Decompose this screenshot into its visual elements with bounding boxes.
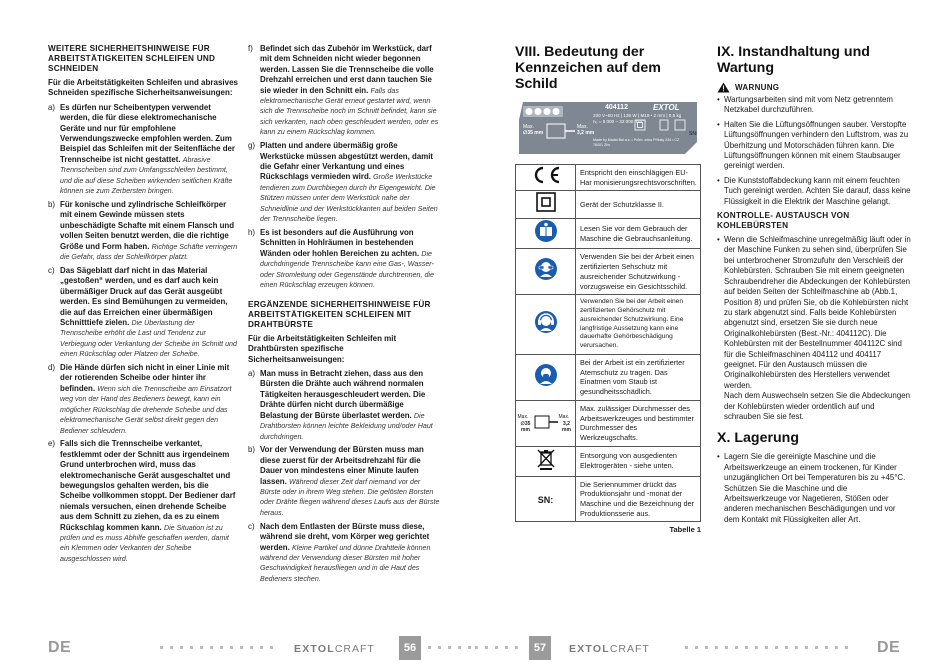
warning-label: WARNUNG xyxy=(735,83,780,92)
max-diameter-icon: Max. ∅35 mm Max. 3,2 mm xyxy=(517,414,571,434)
item-italic-text: Die Situation ist zu prüfen und es muss Abhilfe geschaffen werden, damit ein Klemmen oder Verkanten der Scheibe ausgeschlossen wird. xyxy=(60,523,229,563)
list-item xyxy=(248,369,440,442)
maintenance-bullets xyxy=(717,95,911,207)
symbol-description: Entsorgung von ausgedienten Elektrogeräten - siehe unten. xyxy=(576,446,701,476)
item-bold-text: Vor der Verwendung der Bürsten muss man diese zuerst für der Arbeitsdrehzahl für die Dauer von mindestens einer Minute laufen lassen. xyxy=(260,445,424,486)
section-title-symbols: VIII. Bedeutung der Kennzeichen auf dem Schild xyxy=(515,44,661,92)
item-bold-text: Man muss in Betracht ziehen, dass aus den Bürsten die Drähte auch während normalen Tätigkeiten herausgeschleudert werden. Die Drähte dürfen nicht durch übermäßige Belastung der Bürste überlastet werden. xyxy=(260,369,426,420)
page-57 xyxy=(475,0,950,672)
list-item: • Wartungsarbeiten sind mit vom Netz getrenntem Netzkabel durchzuführen. xyxy=(717,95,911,116)
table-row xyxy=(516,165,701,191)
symbol-description: Bei der Arbeit ist ein zertifizierter Atemschutz zu tragen. Das Einatmen vom Staub ist gesundheitsschädlich. xyxy=(576,355,701,401)
table-row xyxy=(516,355,701,401)
item-italic-text: Richtige Schäfte verringern die Gefahr, dass der Schleifkörper platzt. xyxy=(60,242,238,261)
storage-bullets xyxy=(717,452,911,525)
item-bold-text: Platten und andere übermäßig große Werkstücke müssen abgestützt werden, damit die Gefahr einer Verkantung und eines Rückschlags vermieden wird. xyxy=(260,141,434,182)
table-row xyxy=(516,249,701,295)
list-item: • Lagern Sie die gereinigte Maschine und die Arbeitswerkzeuge an einem trockenen, für Kinder unzugänglichen Ort bei Temperaturen bis zu +45°C. Schützen Sie die Maschine und die Arbeitswerkzeuge vor Nagetieren, Stößen oder anderen mechanischen Beschädigungen und vor dem Kontakt mit Flüssigkeiten aller Art. xyxy=(717,452,911,525)
serial-number-label: SN: xyxy=(537,495,554,506)
symbol-description: Verwenden Sie bei der Arbeit einen zertifizierten Sehschutz mit ausreichender Schutzwirkung - vorzugsweise ein Gesichtsschild. xyxy=(576,249,701,295)
warning-row xyxy=(717,82,911,93)
item-letter: f) xyxy=(248,44,253,53)
carbon-brush-text-2: Nach dem Auswechseln setzen Sie die Abdeckungen der Kohlebürsten wieder ordentlich auf und schrauben Sie sie fest. xyxy=(724,391,910,421)
right-column-2 xyxy=(717,44,911,529)
item-italic-text: Große Werkstücke tendieren zum Durchbiegen durch ihr Eigengewicht. Die Stützen müssen unter dem Werkstück nahe der Schneidlinie und der Werkstückkanten auf beiden Seiten der Trennscheibe liegen. xyxy=(260,173,438,223)
bullet-text: Lagern Sie die gereinigte Maschine und die Arbeitswerkzeuge an einem trockenen, für Kinder unzugänglichen Ort bei Temperaturen bis zu +45°C. Schützen Sie die Maschine und die Arbeitswerkzeuge vor Nagetieren, Stößen oder anderen mechanischen Beschädigungen und vor dem Kontakt mit Flüssigkeiten aller Art. xyxy=(724,452,906,524)
table-row xyxy=(516,219,701,249)
footer-dots xyxy=(160,646,280,651)
read-manual-icon xyxy=(534,219,558,248)
language-code: DE xyxy=(877,639,901,656)
table-row xyxy=(516,295,701,355)
item-bold-text: Das Sägeblatt darf nicht in das Material „gestoßen“ werden, und es darf auch kein übermäßiger Druck auf das Gerät ausgeübt werden. Es sind Bemühungen zu vermeiden, die auf das Erreichen einer übermäßigen Schnitttiefe zielen. xyxy=(60,265,228,327)
item-italic-text: Die durchdringende Trennscheibe kann eine Gas-, Wasser- oder Stromleitung oder Gegenstände durchtrennen, die einen Rückschlag erzeugen können. xyxy=(260,249,434,289)
list-item: • Halten Sie die Lüftungsöffnungen sauber. Verstopfte Lüftungsöffnungen verhindern den Luftstrom, was zu Überhitzung und Motorschäden führen kann. Die Lüftungsöffnungen können mit einem Staubsauger gereinigt werden. xyxy=(717,120,911,172)
footer-dots xyxy=(685,646,855,651)
table-row xyxy=(516,191,701,219)
footer-dots xyxy=(475,646,527,651)
left-column-1 xyxy=(48,44,238,568)
item-bold-text: Für konische und zylindrische Schleifkörper mit einem Gewinde müssen stets unbeschädigte Schafte mit einem Flansch und vollen Seiten benutzt werden, die die richtige Größe und Form haben. xyxy=(60,199,235,251)
page-number: 57 xyxy=(529,636,551,660)
symbol-table xyxy=(515,164,701,522)
footer-left xyxy=(0,636,475,660)
table-row xyxy=(516,400,701,446)
wire-brush-instructions-list xyxy=(248,369,440,584)
symbol-description: Lesen Sie vor dem Gebrauch der Maschine die Gebrauchsanleitung. xyxy=(576,219,701,249)
table-row xyxy=(516,446,701,476)
item-letter: e) xyxy=(48,439,56,449)
section-intro-grinding: Für die Arbeitstätigkeiten Schleifen und abrasives Schneiden spezifische Sicherheitsanweisungen: xyxy=(48,78,238,98)
item-letter: b) xyxy=(248,445,256,455)
right-column-1 xyxy=(515,44,703,534)
language-code: DE xyxy=(48,639,72,656)
item-italic-text: Die Drahtborsten können leichte Bekleidung und/oder Haut durchdringen. xyxy=(260,411,433,441)
item-letter: d) xyxy=(48,363,56,373)
carbon-brush-text: Wenn die Schleifmaschine unregelmäßig läuft oder in der Maschine Funken zu sehen sind, überprüfen Sie bei unterbrochener Stromzufuhr den Verschleiß der Kohlebürsten. Schrauben Sie mit einem geeigneten Schraubendreher die Abdeckungen der Kohlebürsten auf beiden Seiten der Schleifmaschine ab (Abb.1, Position 8) und prüfen Sie, ob die Kohlebürsten nicht zu stark abgenutzt sind. Falls beide Kohlebürsten abgenutzt sind, ersetzen Sie sie durch neue Originalkohlebürsten (Best.-Nr.: 404112C). Die Kohlebürsten mit der Bestellnummer 404112C sind für die Schleifmaschinen 404112 und 404117 geeignet. Für den Austausch müssen die Originalkohlebürsten des Herstellers verwendet werden. xyxy=(724,235,911,390)
warning-triangle-icon xyxy=(717,82,730,93)
list-item: • Die Kunststoffabdeckung kann mit einem feuchten Tuch gereinigt werden. Achten Sie darauf, dass keine Flüssigkeit in die Elektrik der Maschine gelangt. xyxy=(717,175,911,206)
list-item xyxy=(248,228,440,290)
list-item xyxy=(48,363,238,436)
item-bold-text: Die Hände dürfen sich nicht in einer Linie mit der rotierenden Scheibe oder hinter ihr befinden. xyxy=(60,363,230,393)
list-item xyxy=(48,103,238,197)
subsection-title-carbon-brushes: KONTROLLE- AUSTAUSCH VON KOHLEBÜRSTEN xyxy=(717,211,850,231)
list-item xyxy=(248,445,440,518)
bullet-text: Wartungsarbeiten sind mit vom Netz getrenntem Netzkabel durchzuführen. xyxy=(724,95,893,115)
section-title-storage: X. Lagerung xyxy=(717,430,799,447)
item-bold-text: Falls sich die Trennscheibe verkantet, festklemmt oder der Schnitt aus irgendeinem Grund unterbrochen wird, muss das elektromechanische Gerät ausgeschaltet und bewegungslos gehalten werden, bis die Scheibe vollkommen stoppt. Der Bediener darf niemals versuchen, einen drehende Scheibe aus dem Schnitt zu ziehen, da es zu einem Rückschlag kommen kann. xyxy=(60,439,236,532)
ce-mark-icon xyxy=(529,165,563,190)
bullet-text: Die Kunststoffabdeckung kann mit einem feuchten Tuch gereinigt werden. Achten Sie darauf, dass keine Flüssigkeit in die Elektrik der Maschine gelangt. xyxy=(724,175,911,206)
rating-plate: 404112 EXTOL 230 V~50 Hz | 135 W | M19 • 2 mm | 0,5 kg n₀ = 8 000 – 32 000 min⁻¹ Max. ∅35 mm Max. 3,2 mm SN: Made by Madal Bal a.s. • Prům. zóna Příluky 244 • CZ 76001 Zlín xyxy=(515,98,701,156)
item-letter: a) xyxy=(48,102,56,112)
list-item xyxy=(248,44,440,138)
list-item xyxy=(48,266,238,360)
footer-right xyxy=(475,636,950,660)
table-caption: Tabelle 1 xyxy=(669,525,701,535)
item-letter: h) xyxy=(248,227,256,237)
item-bold-text: Nach dem Entlasten der Bürste muss diese, während sie dreht, vom Körper weg gerichtet werden. xyxy=(260,521,430,552)
left-column-2 xyxy=(248,44,440,588)
item-letter: c) xyxy=(48,265,55,275)
symbol-description: Entspricht den einschlägigen EU-Har monisierungsrechtsvorschriften. xyxy=(576,165,701,191)
list-item xyxy=(48,439,238,564)
symbol-description: Die Seriennummer drückt das Produktionsjahr und -monat der Maschine und die Bezeichnung der Produktionsserie aus. xyxy=(576,476,701,522)
section-title-grinding: WEITERE SICHERHEITSHINWEISE FÜR ARBEITSTÄTIGKEITEN SCHLEIFEN UND SCHNEIDEN xyxy=(48,44,216,73)
symbol-description: Gerät der Schutzklasse II. xyxy=(576,191,701,219)
list-item xyxy=(248,522,440,584)
footer-dots xyxy=(428,646,475,651)
item-bold-text: Es dürfen nur Scheibentypen verwendet werden, die für diese elektromechanische Geräte und nur für empfohlene Verwendungszwecke empfohlen werden. Zum Beispiel das Schleifen mit der Seitenfläche der Trennscheibe ist nicht gestattet. xyxy=(60,102,235,164)
hearing-protection-icon xyxy=(534,310,558,339)
section-intro-wire-brush: Für die Arbeitstätigkeiten Schleifen mit Drahtbürsten spezifische Sicherheitsanweisungen: xyxy=(248,333,397,364)
item-italic-text: Die Überlastung der Trennscheibe erhöht die Last und Tendenz zur Verbiegung oder Verkantung der Scheibe im Schnitt und einen Rückschlag oder Platzen der Scheibe. xyxy=(60,318,237,359)
list-item xyxy=(48,200,238,262)
item-italic-text: Falls das elektromechanische Gerät erneut gestartet wird, wenn sich die Trennscheibe noch im Schnitt befindet, kann sie sich verkanten, nach oben geschleudert werden, oder es kann zu einem Rückschlag kommen. xyxy=(260,86,439,137)
item-letter: g) xyxy=(248,141,256,151)
section-title-wire-brush: ERGÄNZENDE SICHERHEITSHINWEISE FÜR ARBEITSTÄTIGKEITEN SCHLEIFEN MIT DRAHTBÜRSTE xyxy=(248,299,431,329)
item-letter: b) xyxy=(48,199,56,209)
grinding-instructions-list-continued xyxy=(248,44,440,290)
item-italic-text: Während dieser Zeit darf niemand vor der Bürste oder in ihrem Weg stehen. Die gelösten Borsten oder Drähte fliegen während dieses Laufs aus der Bürste heraus. xyxy=(260,477,440,517)
list-item xyxy=(248,141,440,224)
item-bold-text: Befindet sich das Zubehör im Werkstück, darf mit dem Schneiden nicht wieder begonnen werden. Lassen Sie die Trennscheibe die volle Drehzahl erreichen und erst dann tauchen Sie sie wieder in den Schnitt ein. xyxy=(260,44,434,95)
item-italic-text: Wenn sich die Trennscheibe am Einsatzort weg von der Hand des Bedieners bewegt, kann ein möglicher Rückschlag die drehende Scheibe und das elektromechanische Gerät selbst direkt gegen den Bediener schleudern. xyxy=(60,384,232,435)
item-italic-text: Abrasive Trennscheiben sind zum Umfangsschleifen bestimmt, und die auf diese Scheiben wirkenden seitlichen Kräfte können sie zum Zerbersten bringen. xyxy=(60,155,233,196)
page-number: 56 xyxy=(399,636,421,660)
footer-brand-logo: EXTOLCRAFT xyxy=(294,643,375,655)
protection-class-ii-icon xyxy=(535,191,557,218)
section-title-maintenance: IX. Instandhaltung und Wartung xyxy=(717,44,870,76)
item-letter: a) xyxy=(248,369,256,379)
weee-bin-icon xyxy=(535,447,557,476)
symbol-description: Max. zulässiger Durchmesser des Arbeitswerkzeuges und bestimmter Durchmesser des Werkzeugschafts. xyxy=(576,400,701,446)
item-bold-text: Es ist besonders auf die Ausführung von Schnitten in Hohlräumen in bestehenden Wänden oder hohlen Bereichen zu achten. xyxy=(260,227,420,258)
grinding-instructions-list xyxy=(48,103,238,564)
symbol-description: Verwenden Sie bei der Arbeit einen zertifizierten Gehörschutz mit ausreichender Schutzwirkung. Eine langfristige Aussetzung kann eine dauerhafte Gehörbeschädigung verursachen. xyxy=(576,295,701,355)
item-italic-text: Kleine Partikel und dünne Drahtteile können während der Verwendung dieser Bürsten mit hoher Geschwindigkeit herausfliegen und in die Haut des Bedieners stechen. xyxy=(260,543,431,583)
item-letter: c) xyxy=(248,521,255,531)
table-row xyxy=(516,476,701,522)
list-item: • Wenn die Schleifmaschine unregelmäßig läuft oder in der Maschine Funken zu sehen sind, überprüfen Sie bei unterbrochener Stromzufuhr den Verschleiß der Kohlebürsten. Schrauben Sie mit einem geeigneten Schraubendreher die Abdeckungen der Kohlebürsten auf beiden Seiten der Schleifmaschine ab (Abb.1, Position 8) und prüfen Sie, ob die Kohlebürsten nicht zu stark abgenutzt sind. Falls beide Kohlebürsten abgenutzt sind, ersetzen Sie sie durch neue Originalkohlebürsten (Best.-Nr.: 404112C). Die Kohlebürsten mit der Bestellnummer 404112C sind für die Schleifmaschinen 404112 und 404117 geeignet. Für den Austausch müssen die Originalkohlebürsten des Herstellers verwendet werden. Nach dem Auswechseln setzen Sie die Abdeckungen der Kohlebürsten wieder ordentlich auf und schrauben Sie sie fest. xyxy=(717,235,911,421)
footer-brand-logo: EXTOLCRAFT xyxy=(569,643,650,655)
bullet-text: Halten Sie die Lüftungsöffnungen sauber. Verstopfte Lüftungsöffnungen verhindern den Luftstrom, was zu Überhitzung und Motorschäden führen kann. Die Lüftungsöffnungen können mit einem Staubsauger gereinigt werden. xyxy=(724,119,909,171)
respirator-icon xyxy=(534,363,558,392)
safety-glasses-icon xyxy=(534,257,558,286)
